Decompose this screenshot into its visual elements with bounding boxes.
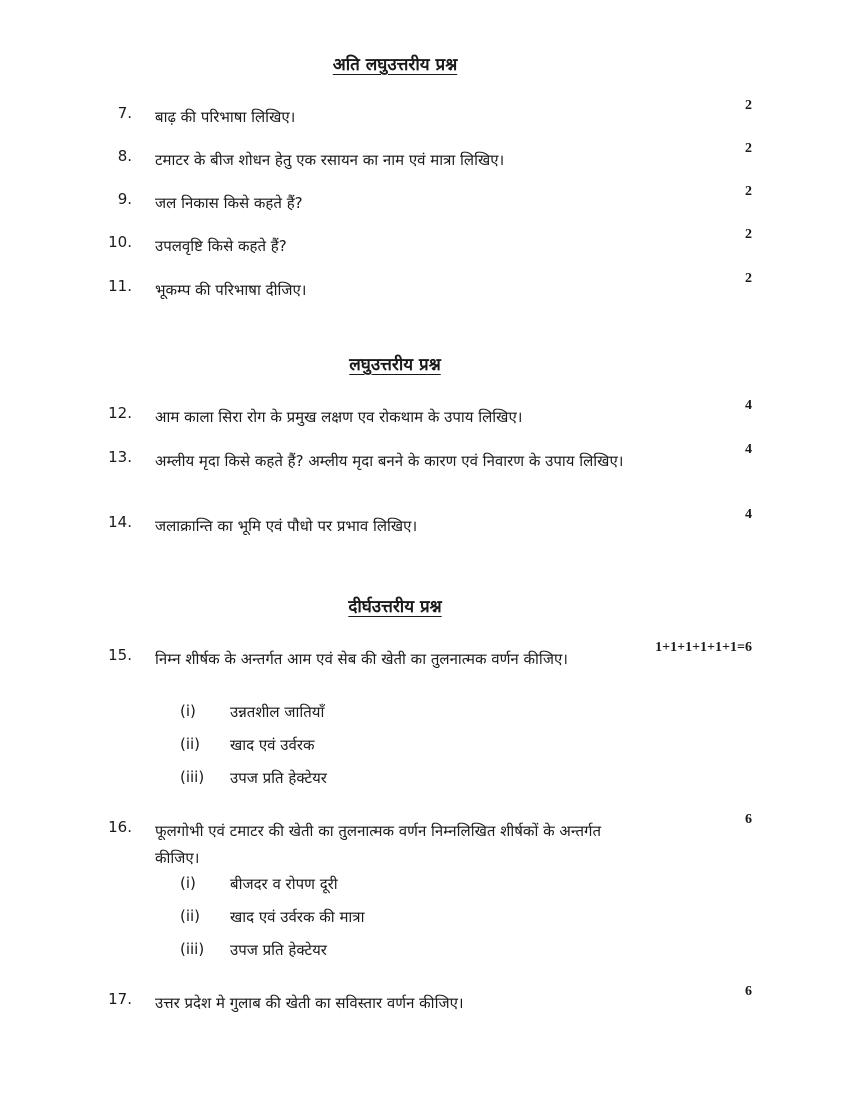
question-marks: 4 xyxy=(745,398,752,413)
sub-question-label: (iii) xyxy=(180,940,205,958)
question-marks: 2 xyxy=(745,271,752,286)
sub-question-label: (i) xyxy=(180,702,196,720)
question-number: 9. xyxy=(117,190,132,208)
question-text: निम्न शीर्षक के अन्तर्गत आम एवं सेब की खेती का तुलनात्मक वर्णन कीजिए। xyxy=(155,650,568,668)
sub-question-label: (i) xyxy=(180,874,196,892)
question-number: 12. xyxy=(108,404,132,422)
question-text: बाढ़ की परिभाषा लिखिए। xyxy=(155,108,296,126)
sub-question-text: उपज प्रति हेक्टेयर xyxy=(230,941,327,959)
question-number: 11. xyxy=(108,277,132,295)
sub-question-label: (ii) xyxy=(180,907,201,925)
question-text: जलाक्रान्ति का भूमि एवं पौधो पर प्रभाव लिखिए। xyxy=(155,517,418,535)
section-heading-long: दीर्घउत्तरीय प्रश्न xyxy=(348,597,442,617)
question-marks: 6 xyxy=(745,812,752,827)
question-number: 10. xyxy=(108,233,132,251)
question-text: टमाटर के बीज शोधन हेतु एक रसायन का नाम एवं मात्रा लिखिए। xyxy=(155,151,505,169)
question-text: जल निकास किसे कहते हैं? xyxy=(155,194,303,212)
question-marks: 2 xyxy=(745,184,752,199)
section-heading-very-short: अति लघुउत्तरीय प्रश्न xyxy=(332,55,458,75)
question-marks: 1+1+1+1+1+1=6 xyxy=(655,640,752,655)
question-text: फूलगोभी एवं टमाटर की खेती का तुलनात्मक वर्णन निम्नलिखित शीर्षकों के अन्तर्गत कीजिए। xyxy=(155,822,602,867)
question-text: उत्तर प्रदेश मे गुलाब की खेती का सविस्तार वर्णन कीजिए। xyxy=(155,994,464,1012)
question-number: 16. xyxy=(108,818,132,836)
question-marks: 2 xyxy=(745,98,752,113)
question-number: 7. xyxy=(117,104,132,122)
question-marks: 6 xyxy=(745,984,752,999)
question-number: 13. xyxy=(108,448,132,466)
sub-question-text: खाद एवं उर्वरक xyxy=(230,736,315,754)
question-number: 17. xyxy=(108,990,132,1008)
question-marks: 4 xyxy=(745,507,752,522)
question-marks: 4 xyxy=(745,442,752,457)
question-number: 8. xyxy=(117,147,132,165)
question-text: अम्लीय मृदा किसे कहते हैं? अम्लीय मृदा बनने के कारण एवं निवारण के उपाय लिखिए। xyxy=(155,452,624,470)
question-marks: 2 xyxy=(745,141,752,156)
section-heading-short: लघुउत्तरीय प्रश्न xyxy=(349,355,441,375)
question-text: उपलवृष्टि किसे कहते हैं? xyxy=(155,237,287,255)
question-number: 14. xyxy=(108,513,132,531)
question-marks: 2 xyxy=(745,227,752,242)
sub-question-label: (ii) xyxy=(180,735,201,753)
sub-question-text: उन्नतशील जातियाँ xyxy=(230,703,325,721)
question-number: 15. xyxy=(108,646,132,664)
sub-question-text: बीजदर व रोपण दूरी xyxy=(230,875,338,893)
question-text: आम काला सिरा रोग के प्रमुख लक्षण एव रोकथाम के उपाय लिखिए। xyxy=(155,408,523,426)
sub-question-label: (iii) xyxy=(180,768,205,786)
question-text: भूकम्प की परिभाषा दीजिए। xyxy=(155,281,307,299)
sub-question-text: उपज प्रति हेक्टेयर xyxy=(230,769,327,787)
sub-question-text: खाद एवं उर्वरक की मात्रा xyxy=(230,908,365,926)
